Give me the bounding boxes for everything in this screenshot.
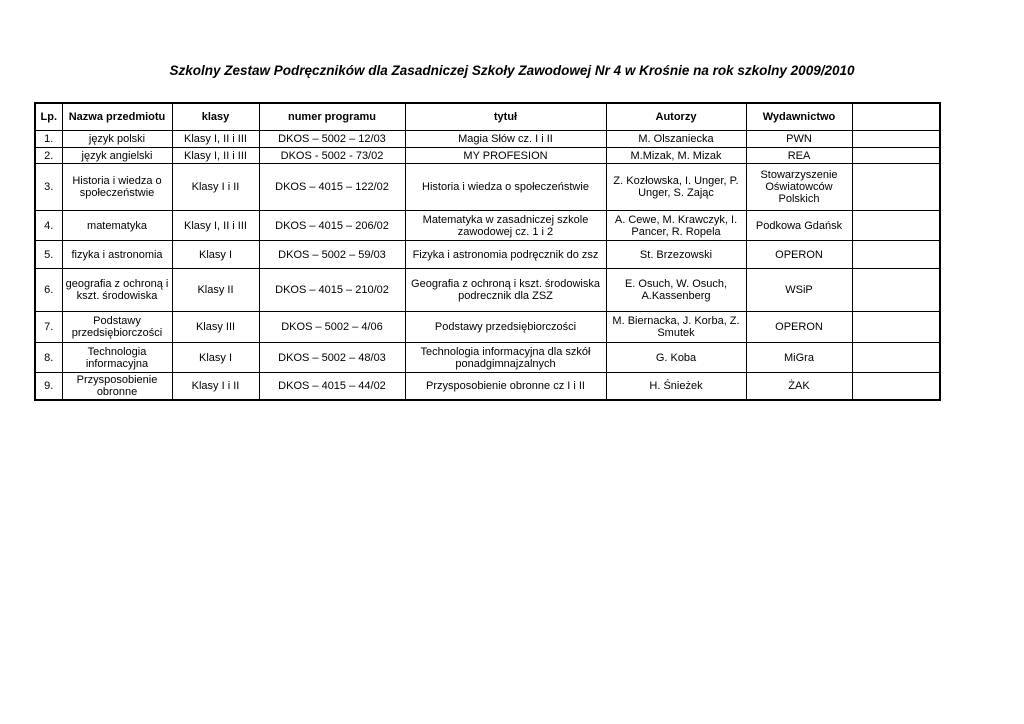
cell-authors: M. Biernacka, J. Korba, Z. Smutek bbox=[606, 312, 746, 343]
cell-lp: 9. bbox=[35, 373, 62, 400]
table-row bbox=[35, 343, 940, 373]
cell-classes: Klasy I i II bbox=[172, 373, 259, 400]
cell-subject: Historia i wiedza o społeczeństwie bbox=[62, 164, 172, 211]
table-row bbox=[35, 373, 940, 400]
cell-lp: 5. bbox=[35, 241, 62, 269]
cell-publisher: REA bbox=[746, 148, 852, 164]
col-header-classes: klasy bbox=[172, 103, 259, 131]
table-row bbox=[35, 241, 940, 269]
cell-authors: St. Brzezowski bbox=[606, 241, 746, 269]
cell-authors: M.Mizak, M. Mizak bbox=[606, 148, 746, 164]
cell-publisher: OPERON bbox=[746, 312, 852, 343]
cell-extra bbox=[852, 373, 940, 400]
cell-classes: Klasy I, II i III bbox=[172, 131, 259, 148]
cell-classes: Klasy II bbox=[172, 269, 259, 312]
cell-extra bbox=[852, 241, 940, 269]
cell-lp: 3. bbox=[35, 164, 62, 211]
cell-title: Historia i wiedza o społeczeństwie bbox=[405, 164, 606, 211]
cell-program: DKOS – 5002 – 48/03 bbox=[259, 343, 405, 373]
cell-publisher: OPERON bbox=[746, 241, 852, 269]
cell-lp: 1. bbox=[35, 131, 62, 148]
cell-extra bbox=[852, 164, 940, 211]
col-header-title: tytuł bbox=[405, 103, 606, 131]
col-header-extra bbox=[852, 103, 940, 131]
cell-publisher: WSiP bbox=[746, 269, 852, 312]
table-row bbox=[35, 164, 940, 211]
cell-authors: M. Olszaniecka bbox=[606, 131, 746, 148]
cell-title: Fizyka i astronomia podręcznik do zsz bbox=[405, 241, 606, 269]
cell-subject: matematyka bbox=[62, 211, 172, 241]
cell-extra bbox=[852, 148, 940, 164]
cell-lp: 6. bbox=[35, 269, 62, 312]
table-row bbox=[35, 148, 940, 164]
table-row bbox=[35, 269, 940, 312]
header-row bbox=[35, 103, 940, 131]
cell-authors: H. Śnieżek bbox=[606, 373, 746, 400]
cell-title: Przysposobienie obronne cz I i II bbox=[405, 373, 606, 400]
cell-title: Technologia informacyjna dla szkół ponadgimnajzalnych bbox=[405, 343, 606, 373]
cell-publisher: PWN bbox=[746, 131, 852, 148]
cell-authors: G. Koba bbox=[606, 343, 746, 373]
cell-subject: fizyka i astronomia bbox=[62, 241, 172, 269]
cell-classes: Klasy I bbox=[172, 343, 259, 373]
cell-classes: Klasy I, II i III bbox=[172, 211, 259, 241]
table-row bbox=[35, 131, 940, 148]
cell-authors: A. Cewe, M. Krawczyk, I. Pancer, R. Ropela bbox=[606, 211, 746, 241]
cell-program: DKOS – 4015 – 122/02 bbox=[259, 164, 405, 211]
cell-classes: Klasy I bbox=[172, 241, 259, 269]
cell-lp: 2. bbox=[35, 148, 62, 164]
cell-program: DKOS – 4015 – 206/02 bbox=[259, 211, 405, 241]
cell-publisher: MiGra bbox=[746, 343, 852, 373]
cell-extra bbox=[852, 312, 940, 343]
cell-title: Matematyka w zasadniczej szkole zawodowej cz. 1 i 2 bbox=[405, 211, 606, 241]
cell-title: Geografia z ochroną i kszt. środowiska podrecznik dla ZSZ bbox=[405, 269, 606, 312]
cell-subject: geografia z ochroną i kszt. środowiska bbox=[62, 269, 172, 312]
cell-authors: E. Osuch, W. Osuch, A.Kassenberg bbox=[606, 269, 746, 312]
col-header-subject: Nazwa przedmiotu bbox=[62, 103, 172, 131]
table-row bbox=[35, 211, 940, 241]
cell-publisher: Podkowa Gdańsk bbox=[746, 211, 852, 241]
cell-subject: język angielski bbox=[62, 148, 172, 164]
cell-classes: Klasy III bbox=[172, 312, 259, 343]
col-header-program: numer programu bbox=[259, 103, 405, 131]
cell-subject: Technologia informacyjna bbox=[62, 343, 172, 373]
col-header-publisher: Wydawnictwo bbox=[746, 103, 852, 131]
cell-subject: język polski bbox=[62, 131, 172, 148]
cell-program: DKOS – 4015 – 44/02 bbox=[259, 373, 405, 400]
cell-authors: Z. Kozłowska, I. Unger, P. Unger, S. Zając bbox=[606, 164, 746, 211]
cell-program: DKOS – 5002 – 12/03 bbox=[259, 131, 405, 148]
table-row bbox=[35, 312, 940, 343]
cell-extra bbox=[852, 343, 940, 373]
cell-title: MY PROFESION bbox=[405, 148, 606, 164]
cell-extra bbox=[852, 211, 940, 241]
cell-publisher: Stowarzyszenie Oświatowców Polskich bbox=[746, 164, 852, 211]
cell-subject: Podstawy przedsiębiorczości bbox=[62, 312, 172, 343]
cell-lp: 7. bbox=[35, 312, 62, 343]
textbook-table bbox=[34, 102, 941, 401]
cell-program: DKOS – 5002 – 4/06 bbox=[259, 312, 405, 343]
cell-program: DKOS – 5002 – 59/03 bbox=[259, 241, 405, 269]
cell-extra bbox=[852, 131, 940, 148]
cell-title: Podstawy przedsiębiorczości bbox=[405, 312, 606, 343]
cell-title: Magia Słów cz. I i II bbox=[405, 131, 606, 148]
cell-subject: Przysposobienie obronne bbox=[62, 373, 172, 400]
document-title: Szkolny Zestaw Podręczników dla Zasadniczej Szkoły Zawodowej Nr 4 w Krośnie na rok szkolny 2009/2010 bbox=[169, 63, 855, 78]
cell-program: DKOS – 4015 – 210/02 bbox=[259, 269, 405, 312]
cell-lp: 8. bbox=[35, 343, 62, 373]
cell-classes: Klasy I, II i III bbox=[172, 148, 259, 164]
col-header-lp: Lp. bbox=[35, 103, 62, 131]
cell-publisher: ŻAK bbox=[746, 373, 852, 400]
cell-classes: Klasy I i II bbox=[172, 164, 259, 211]
col-header-authors: Autorzy bbox=[606, 103, 746, 131]
cell-extra bbox=[852, 269, 940, 312]
cell-program: DKOS - 5002 - 73/02 bbox=[259, 148, 405, 164]
cell-lp: 4. bbox=[35, 211, 62, 241]
